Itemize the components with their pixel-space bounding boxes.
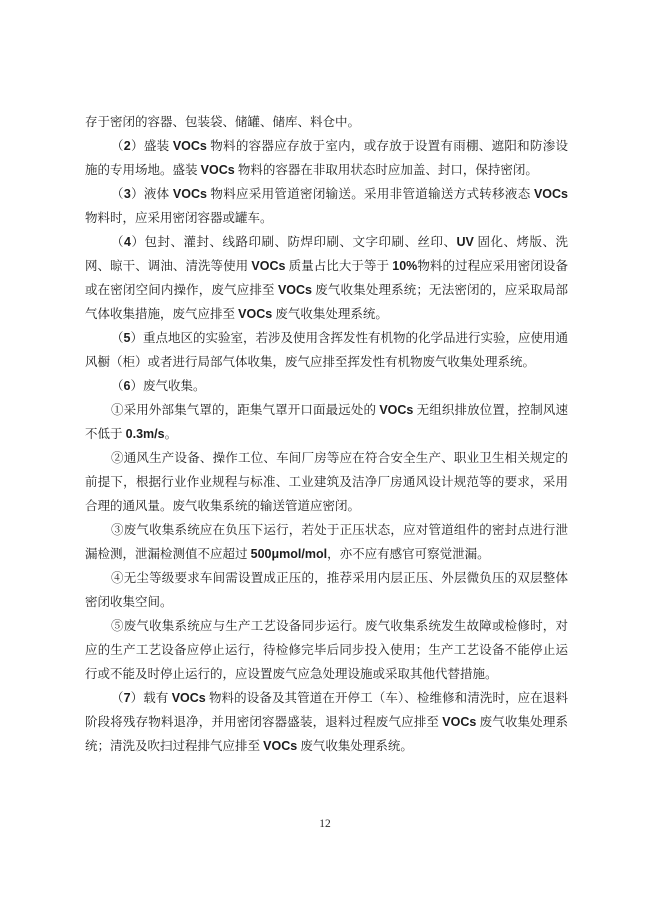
latin-text: 4 [124,235,131,249]
page-number: 12 [319,818,331,830]
latin-text: UV [456,235,474,249]
paragraph: （3）液体 VOCs 物料应采用管道密闭输送。采用非管道输送方式转移液态 VOCs 物料时，应采用密闭容器或罐车。 [85,187,568,225]
paragraph: （5）重点地区的实验室，若涉及使用含挥发性有机物的化学品进行实验，应使用通风橱（柜）或者进行局部气体收集，废气应排至挥发性有机物废气收集处理系统。 [85,331,568,369]
document-body [85,110,568,758]
latin-text: 0.3m/s [125,427,165,441]
paragraph: 存于密闭的容器、包装袋、储罐、储库、料仓中。 [85,115,361,129]
latin-text: 6 [123,379,131,393]
latin-text: VOCs [200,163,235,177]
latin-text: VOCs [442,715,477,729]
latin-text: 5 [123,331,131,345]
latin-text: VOCs [277,283,312,297]
latin-text: 2 [123,139,131,153]
latin-text: 7 [123,691,131,705]
latin-text: VOCs [379,403,414,417]
latin-text: VOCs [172,139,207,153]
latin-text: VOCs [533,187,568,201]
paragraph: ①采用外部集气罩的，距集气罩开口面最远处的 VOCs 无组织排放位置，控制风速不低于 0.3m/s。 [85,403,568,441]
paragraph: ⑤废气收集系统应与生产工艺设备同步运行。废气收集系统发生故障或检修时，对应的生产工艺设备应停止运行，待检修完毕后同步投入使用；生产工艺设备不能停止运行或不能及时停止运行的，应设置废气应急处理设施或采取其他代替措施。 [85,619,568,681]
latin-text: VOCs [172,187,207,201]
latin-text: VOCs [251,259,286,273]
paragraph: ②通风生产设备、操作工位、车间厂房等应在符合安全生产、职业卫生相关规定的前提下，根据行业作业规程与标准、工业建筑及洁净厂房通风设计规范等的要求，采用合理的通风量。废气收集系统的输送管道应密闭。 [85,451,568,513]
paragraph: （4）包封、灌封、线路印刷、防焊印刷、文字印刷、丝印、UV 固化、烤版、洗网、晾干、调油、清洗等使用 VOCs 质量占比大于等于 10%物料的过程应采用密闭设备或在密闭空间内操作，废气应排至 VOCs 废气收集处理系统；无法密闭的，应采取局部气体收集措施，废气应排至 VOCs 废气收集处理系统。 [85,235,568,321]
latin-text: VOCs [171,691,206,705]
page-footer [0,818,650,830]
latin-text: VOCs [263,739,298,753]
paragraph: （6）废气收集。 [111,379,206,393]
paragraph: ③废气收集系统应在负压下运行，若处于正压状态，应对管道组件的密封点进行泄漏检测，泄漏检测值不应超过 500μmol/mol，亦不应有感官可察觉泄漏。 [85,523,568,561]
paragraph: ④无尘等级要求车间需设置成正压的，推荐采用内层正压、外层微负压的双层整体密闭收集空间。 [85,571,568,609]
paragraph: （7）载有 VOCs 物料的设备及其管道在开停工（车）、检维修和清洗时，应在退料阶段将残存物料退净，并用密闭容器盛装，退料过程废气应排至 VOCs 废气收集处理系统；清洗及吹扫过程排气应排至 VOCs 废气收集处理系统。 [85,691,568,753]
latin-text: 3 [123,187,131,201]
latin-text: 10% [392,259,418,273]
paragraph: （2）盛装 VOCs 物料的容器应存放于室内，或存放于设置有雨棚、遮阳和防渗设施的专用场地。盛装 VOCs 物料的容器在非取用状态时应加盖、封口，保持密闭。 [85,139,568,177]
latin-text: VOCs [238,307,273,321]
latin-text: 500μmol/mol [250,547,328,561]
